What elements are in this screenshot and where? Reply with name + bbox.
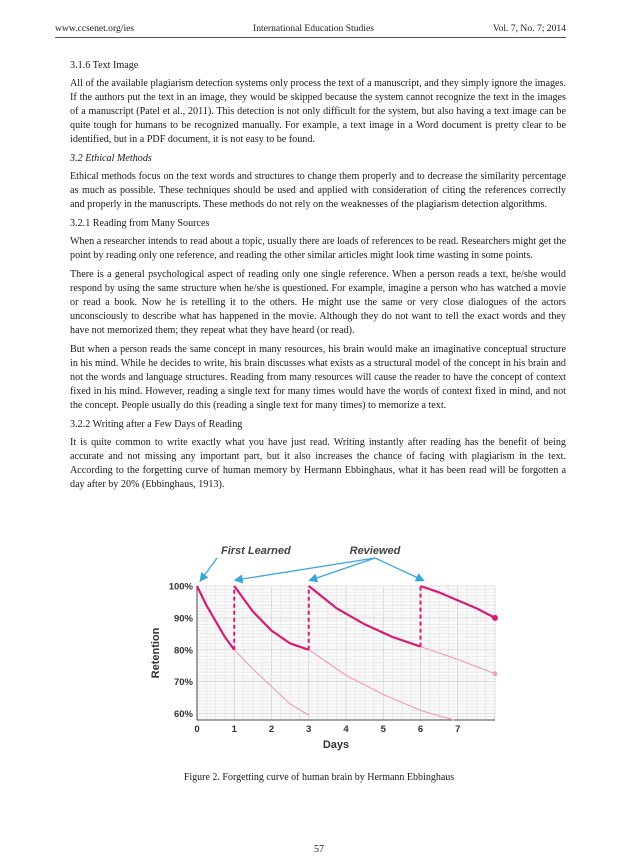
journal-name: International Education Studies	[253, 23, 374, 34]
x-tick-label: 7	[455, 724, 461, 735]
journal-url: www.ccsenet.org/ies	[55, 23, 135, 34]
y-tick-label: 70%	[173, 677, 193, 689]
annotation-arrow	[236, 558, 375, 580]
series-end-point	[492, 615, 498, 621]
y-tick-label: 90%	[173, 613, 193, 625]
y-tick-label: 60%	[173, 709, 193, 721]
page-number: 57	[314, 844, 324, 855]
running-header	[55, 16, 566, 38]
annotation-arrow	[201, 558, 217, 580]
paragraph: When a researcher intends to read about a topic, usually there are loads of references to be read. Researchers might get the point by reading only one reference, and reading the other similar articles might look time wasting in some points.	[70, 236, 566, 261]
section-heading: 3.2 Ethical Methods	[70, 153, 152, 164]
series-end-point	[493, 671, 498, 676]
paragraph: Ethical methods focus on the text words and structures to change them properly and to decrease the similarity percentage as much as possible. These techniques should be used and applied with consideration of citing the references correctly and properly in the manuscripts. These methods do not rely on the weaknesses of the plagiarism detection algorithms.	[70, 171, 566, 210]
figure-caption: Figure 2. Forgetting curve of human brain by Hermann Ebbinghaus	[183, 772, 455, 783]
paragraph: All of the available plagiarism detection systems only process the text of a manuscript, and they simply ignore the images. If the authors put the text in an image, they would be skipped because the system cannot recognize the text in the images of a manuscript (Patel et al., 2011). This detection is not only difficult for the system, but also having a text image can be quite tough for humans to be recognized manually. For example, a text image in a Word document is pretty clear to be identified, but in a PDF document, it is not easy to be found.	[70, 78, 566, 145]
x-tick-label: 0	[194, 724, 200, 735]
section-heading: 3.1.6 Text Image	[70, 60, 139, 71]
annotation-first-learned: First Learned	[221, 545, 291, 557]
y-axis-label: Retention	[150, 627, 162, 679]
annotation-arrow	[375, 558, 423, 580]
x-tick-label: 6	[417, 724, 424, 735]
x-tick-label: 3	[306, 724, 312, 735]
annotation-reviewed: Reviewed	[349, 545, 401, 557]
paragraph: But when a person reads the same concept in many resources, his brain would make an imaginative conceptual structure in his mind. While he decides to write, his brain discusses what exists as a structural model of the concept in his brain and not the words and language structures. Reading from many resources will cause the reader to have the concept of context fixed in his mind. However, reading a single text for many times would have the words of context fixed in mind, and not the concept. People usually do this (reading a single text for many times) to memorize a text.	[70, 344, 566, 411]
x-tick-label: 2	[268, 724, 275, 735]
x-tick-label: 1	[231, 724, 237, 735]
annotation-arrow	[311, 558, 375, 580]
section-heading: 3.2.2 Writing after a Few Days of Reading	[70, 419, 243, 430]
section-heading: 3.2.1 Reading from Many Sources	[70, 218, 210, 229]
paragraph: There is a general psychological aspect of reading only one single reference. When a person reads a text, he/she would respond by using the same structure when he/she is questioned. For example, imagine a person who has watched a movie or read a book. Now he is retelling it to the others. He might use the same or very close dialogues of the actors unconsciously to describe what has happened in the movie. Although they do not want to tell the exact words and they have not memorized them; they repeat what they have heard (or read).	[70, 269, 566, 336]
y-tick-label: 100%	[168, 581, 193, 593]
forgetting-curve-chart	[135, 536, 505, 762]
y-tick-label: 80%	[173, 645, 193, 657]
paragraph: It is quite common to write exactly what you have just read. Writing instantly after reading has the benefit of being accurate and not missing any important part, but it also increases the chance of facing with plagiarism in the text. According to the forgetting curve of human memory by Hermann Ebbinghaus, what it has been read will be forgotten a day after by 20% (Ebbinghaus, 1913).	[70, 437, 566, 490]
x-tick-label: 5	[380, 724, 386, 735]
article-body	[70, 59, 566, 497]
volume-info: Vol. 7, No. 7; 2014	[492, 23, 566, 34]
x-axis-label: Days	[322, 739, 350, 751]
x-tick-label: 4	[343, 724, 349, 735]
